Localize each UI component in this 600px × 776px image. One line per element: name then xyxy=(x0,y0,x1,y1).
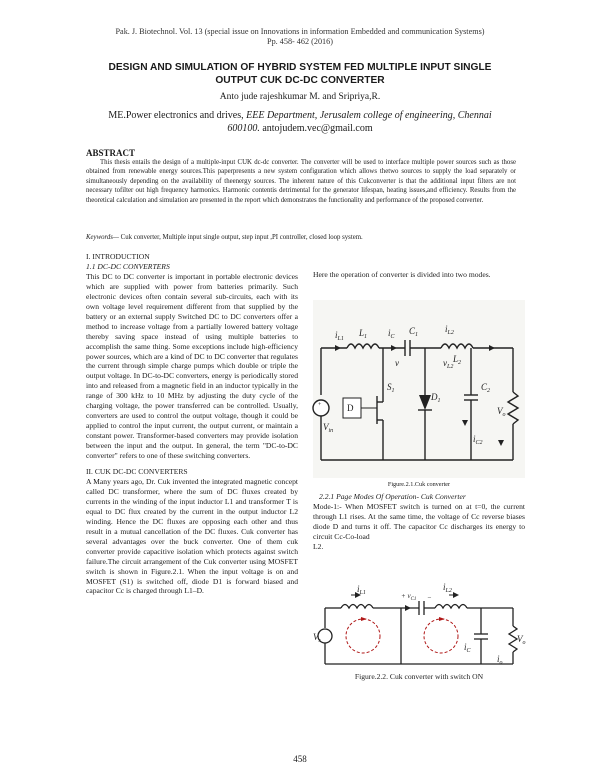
fig1-label-vo: $V_o$ xyxy=(497,406,506,418)
keywords xyxy=(86,233,516,242)
keywords-label: Keywords— xyxy=(86,234,119,241)
section-2-2-1-heading: 2.2.1 Page Modes Of Operation- Cuk Converter xyxy=(319,492,466,501)
fig2-label-vs: $V_s$ xyxy=(313,632,321,644)
figure-2-2-switch-on xyxy=(313,580,525,668)
fig1-label-vl2: $v_{L2}$ xyxy=(443,358,454,370)
fig2-label-il2: $i_{L2}$ xyxy=(443,582,452,594)
figure-2-2-caption: Figure.2.2. Cuk converter with switch ON xyxy=(354,672,484,681)
page-number: 458 xyxy=(293,754,307,764)
abstract-heading: ABSTRACT xyxy=(86,148,136,158)
fig2-label-vo: $V_o$ xyxy=(517,634,526,646)
fig1-label-l1: $L_1$ xyxy=(359,328,368,340)
abstract-text: This thesis entails the design of a multiple-input CUK dc-dc converter. The converter will be used to interface multiple power sources such as those obtained from renewable energy sources.This paperpresents a new system configuration which allows thetwo sources to supply the load separately or simultaneously depending on the availability of theenergy sources. The inherent nature of this Cukconverter is that the additional input filters are not necessary tofilter out high frequency harmonics. Harmonic contentis detrimental for the generator lifespan, heating issues,and efficiency. Results from the theoretical calculation and simulation are presented in the report which demonstrates the functionality and performance of the proposed converter. xyxy=(86,159,516,204)
fig2-label-il1: $i_{L1}$ xyxy=(357,584,366,596)
title-line-2: OUTPUT CUK DC-DC CONVERTER xyxy=(215,74,385,86)
paper-title xyxy=(70,62,530,87)
figure-2-1-cuk-converter xyxy=(313,300,525,478)
journal-header xyxy=(60,27,540,47)
fig1-label-il2: $i_{L2}$ xyxy=(445,324,454,336)
authors: Anto jude rajeshkumar M. and Sripriya,R. xyxy=(219,92,381,102)
fig2-label-vc: + $v_{C1}$ xyxy=(401,592,417,602)
fig1-label-d: D xyxy=(347,403,354,413)
author-email[interactable]: antojudem.vec@gmail.com xyxy=(259,123,373,134)
journal-line-2: Pp. 458- 462 (2016) xyxy=(267,37,333,46)
affiliation-pin: 600100. xyxy=(227,123,260,134)
svg-text:+: + xyxy=(318,402,322,408)
title-line-1: DESIGN AND SIMULATION OF HYBRID SYSTEM FED MULTIPLE INPUT SINGLE xyxy=(108,62,492,73)
affiliation-college: EEE Department, Jerusalem college of engineering, Chennai xyxy=(246,110,492,121)
mode-1-paragraph: Mode-1:- When MOSFET switch is turned on at t=0, the current through L1 rises. At the same time, the voltage of Cc reverse biases diode D and turns it off. The capacitor Cc discharges its energy to circuit Cc-Co-load xyxy=(313,501,525,541)
cuk-paragraph: A Many years ago, Dr. Cuk invented the integrated magnetic concept called DC transformer, where the sum of DC fluxes created by currents in the winding of the input inductor L1 and transformer T is equal to DC flux created by the current in the output inductor L2 winding. Hence the DC fluxes are opposing each other and thus result in a mutual cancellation of the DC fluxes. Cuk converter has several advantages over the buck converter. One of them cuk converter provide capacitive isolation which protects against switch failure.The circuit arrangement of the Cuk converter using MOSFET switch is shown in Figure.2.1. When the input voltage is on and MOSFET (S1) is switched off, diode D1 is forward biased and capacitor Cc is charged through L1–D. xyxy=(86,476,298,596)
left-column xyxy=(86,252,298,596)
fig1-label-vin: $V_{in}$ xyxy=(323,422,334,434)
section-1-1-heading: 1.1 DC-DC CONVERTERS xyxy=(86,261,170,271)
fig1-label-d1: $D_1$ xyxy=(431,392,441,404)
keywords-text: Cuk converter, Multiple input single output, step input ,PI controller, closed loop system. xyxy=(118,234,363,241)
intro-paragraph: This DC to DC converter is important in portable electronic devices which are supplied with power from batteries primarily. Such electronic devices often contain several sub-circuits, each with its own voltage level requirement different from that supplied by the battery or an external supply Switched DC to DC converters offer a method to increase voltage from a partially lowered battery voltage thereby saving space instead of using multiple batteries to accomplish the same thing. Some exceptions include high-efficiency power sources, which are a kind of DC to DC converter that regulates the current through simple charge pumps which double or triple the output voltage. In DC-to-DC converters, energy is periodically stored into and released from a magnetic field in an inductor typically in the range of 300 kHz to 10 MHz by adjusting the duty cycle of the charging voltage, the power transferred can be controlled. Usually, converters are used to control the output voltage, though it could be applied to control the input current, the output current, or maintain a constant power. Transformer-based converters may provide isolation between the input and the output. In general, the term "DC-to-DC converter" refers to one of these switching converters. xyxy=(86,271,298,461)
fig2-label-minus: − xyxy=(427,594,432,602)
fig2-label-ic: $i_C$ xyxy=(464,642,471,654)
fig1-label-c1: $C_1$ xyxy=(409,326,419,338)
modes-section xyxy=(313,492,525,552)
fig1-label-c2: $C_2$ xyxy=(481,382,491,394)
fig1-label-vc1: v xyxy=(395,358,399,368)
modes-intro: Here the operation of converter is divided into two modes. xyxy=(313,270,491,279)
mode-1-paragraph-end: L2. xyxy=(313,541,324,551)
fig1-label-l2: $L_2$ xyxy=(453,354,462,366)
journal-line-1: Pak. J. Biotechnol. Vol. 13 (special issue on Innovations in information Embedded and communication Systems) xyxy=(115,27,485,36)
fig2-label-io: $i_o$ xyxy=(497,654,503,666)
figure-2-1-caption: Figure.2.1.Cuk converter xyxy=(387,481,451,488)
section-2-heading: II. CUK DC-DC CONVERTERS xyxy=(86,467,188,477)
affiliation xyxy=(75,109,525,135)
section-1-heading: I. INTRODUCTION xyxy=(86,252,150,261)
fig1-label-ic2: $i_{C2}$ xyxy=(473,434,483,446)
affiliation-dept: ME.Power electronics and drives, xyxy=(108,110,247,121)
fig1-label-il1: $i_{L1}$ xyxy=(335,330,344,342)
fig1-label-s1: $S_1$ xyxy=(387,382,395,394)
fig1-label-ic: $i_C$ xyxy=(388,328,395,340)
